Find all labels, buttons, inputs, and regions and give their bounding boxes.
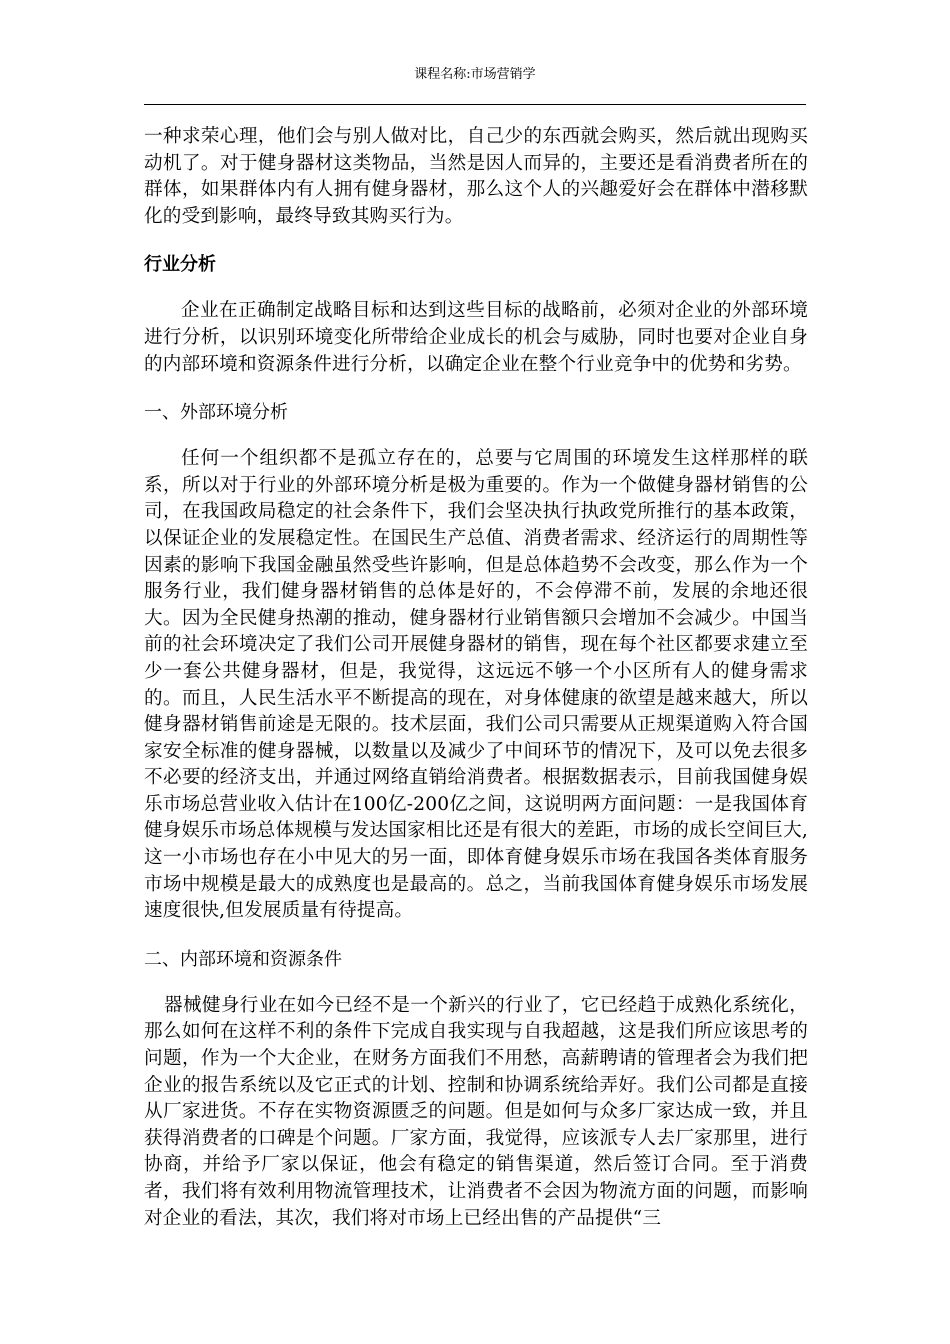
paragraph-industry-intro: 企业在正确制定战略目标和达到这些目标的战略前，必须对企业的外部环境进行分析，以识别环境变化所带给企业成长的机会与威胁，同时也要对企业自身的内部环境和资源条件进行分析，以确定企业在整个行业竞争中的优势和劣势。 — [144, 300, 808, 375]
paragraph-internal-environment: 器械健身行业在如今已经不是一个新兴的行业了，它已经趋于成熟化系统化，那么如何在这样不利的条件下完成自我实现与自我超越，这是我们所应该思考的问题，作为一个大企业，在财务方面我们不用愁，高薪聘请的管理者会为我们把企业的报告系统以及它正式的计划、控制和协调系统给弄好。我们公司都是直接从厂家进货。不存在实物资源匮乏的问题。但是如何与众多厂家达成一致，并且获得消费者的口碑是个问题。厂家方面，我觉得，应该派专人去厂家那里，进行协商，并给予厂家以保证，他会有稳定的销售渠道，然后签订合同。至于消费者，我们将有效利用物流管理技术，让消费者不会因为物流方面的问题，而影响对企业的看法，其次，我们将对市场上已经出售的产品提供“三 — [144, 994, 808, 1229]
paragraph-consumer-psychology: 一种求荣心理，他们会与别人做对比，自己少的东西就会购买，然后就出现购买动机了。对于健身器材这类物品，当然是因人而异的，主要还是看消费者所在的群体，如果群体内有人拥有健身器材，那么这个人的兴趣爱好会在群体中潜移默化的受到影响，最终导致其购买行为。 — [144, 126, 808, 227]
page-header: 课程名称:市场营销学 — [414, 67, 536, 82]
paragraph-external-environment: 任何一个组织都不是孤立存在的，总要与它周围的环境发生这样那样的联系，所以对于行业的外部环境分析是极为重要的。作为一个做健身器材销售的公司，在我国政局稳定的社会条件下，我们会坚决执行执政党所推行的基本政策，以保证企业的发展稳定性。在国民生产总值、消费者需求、经济运行的周期性等因素的影响下我国金融虽然受些许影响，但是总体趋势不会改变，那么作为一个服务行业，我们健身器材销售的总体是好的，不会停滞不前，发展的余地还很大。因为全民健身热潮的推动，健身器材行业销售额只会增加不会减少。中国当前的社会环境决定了我们公司开展健身器材的销售，现在每个社区都要求建立至少一套公共健身器材，但是，我觉得，这远远不够一个小区所有人的健身需求的。而且，人民生活水平不断提高的现在，对身体健康的欲望是越来越大，所以健身器材销售前途是无限的。技术层面，我们公司只需要从正规渠道购入符合国家安全标准的健身器械，以数量以及减少了中间环节的情况下，及可以免去很多不必要的经济支出，并通过网络直销给消费者。根据数据表示，目前我国健身娱乐市场总营业收入估计在100亿-200亿之间，这说明两方面问题：一是我国体育健身娱乐市场总体规模与发达国家相比还是有很大的差距，市场的成长空间巨大,这一小市场也存在小中见大的另一面，即体育健身娱乐市场在我国各类体育服务市场中规模是最大的成熟度也是最高的。总之，当前我国体育健身娱乐市场发展速度很快,但发展质量有待提高。 — [144, 448, 808, 922]
document-body — [144, 124, 808, 1232]
subheading-internal-environment: 二、内部环境和资源条件 — [144, 948, 342, 970]
section-heading-industry-analysis: 行业分析 — [144, 254, 216, 276]
header-divider — [144, 104, 806, 105]
subheading-external-environment: 一、外部环境分析 — [144, 402, 288, 424]
